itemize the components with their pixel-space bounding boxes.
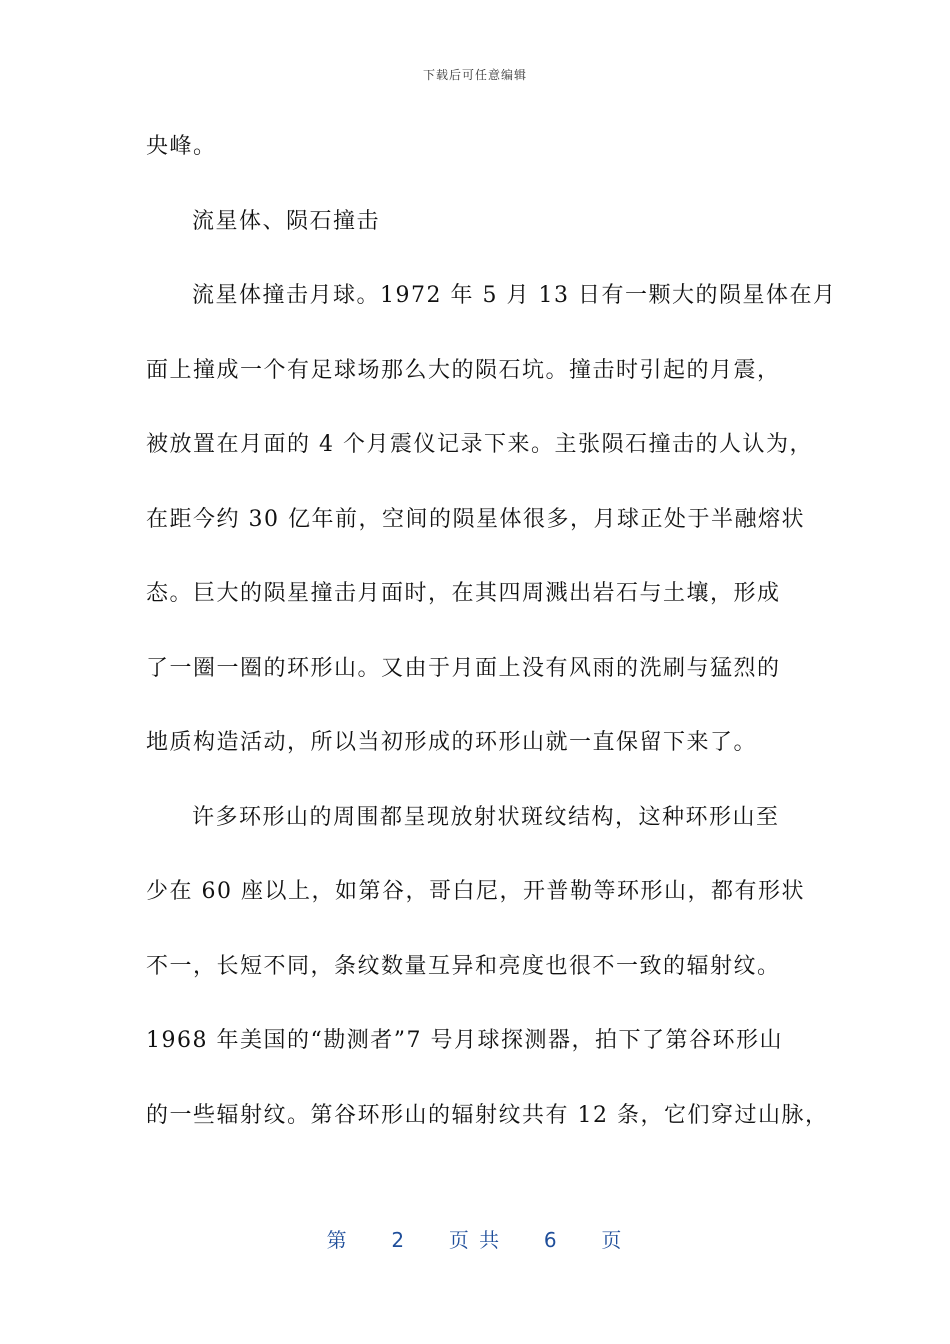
text-line: 了一圈一圈的环形山。又由于月面上没有风雨的洗刷与猛烈的: [146, 655, 781, 681]
text-line: 的一些辐射纹。第谷环形山的辐射纹共有 12 条，它们穿过山脉，: [146, 1102, 829, 1128]
text-line: 被放置在月面的 4 个月震仪记录下来。主张陨石撞击的人认为，: [146, 432, 813, 457]
footer-page-label: 第: [326, 1228, 349, 1252]
text-line: 流星体、陨石撞击: [192, 208, 381, 234]
text-line: 在距今约 30 亿年前，空间的陨星体很多，月球正处于半融熔状: [146, 506, 805, 532]
body-text: [146, 124, 837, 1167]
text-line: 许多环形山的周围都呈现放射状斑纹结构，这种环形山至: [192, 804, 780, 830]
header-note: 下载后可任意编辑: [422, 68, 527, 82]
text-line: 流星体撞击月球。1972 年 5 月 13 日有一颗大的陨星体在月: [192, 283, 837, 308]
page-footer: [0, 1224, 950, 1253]
text-line: 面上撞成一个有足球场那么大的陨石坑。撞击时引起的月震，: [146, 357, 781, 383]
footer-of-label: 页 共: [448, 1228, 502, 1252]
footer-current-page: 2: [391, 1228, 407, 1252]
text-line: 少在 60 座以上，如第谷，哥白尼，开普勒等环形山，都有形状: [146, 879, 805, 904]
text-line: 央峰。: [146, 134, 217, 159]
text-line: 态。巨大的陨星撞击月面时，在其四周溅出岩石与土壤，形成: [146, 581, 781, 606]
text-line: 不一，长短不同，条纹数量互异和亮度也很不一致的辐射纹。: [146, 953, 781, 979]
text-line: 地质构造活动，所以当初形成的环形山就一直保留下来了。: [146, 730, 758, 755]
footer-end-label: 页: [601, 1228, 624, 1252]
footer-total-pages: 6: [543, 1228, 559, 1252]
text-line: 1968 年美国的“勘测者”7 号月球探测器，拍下了第谷环形山: [146, 1028, 783, 1053]
